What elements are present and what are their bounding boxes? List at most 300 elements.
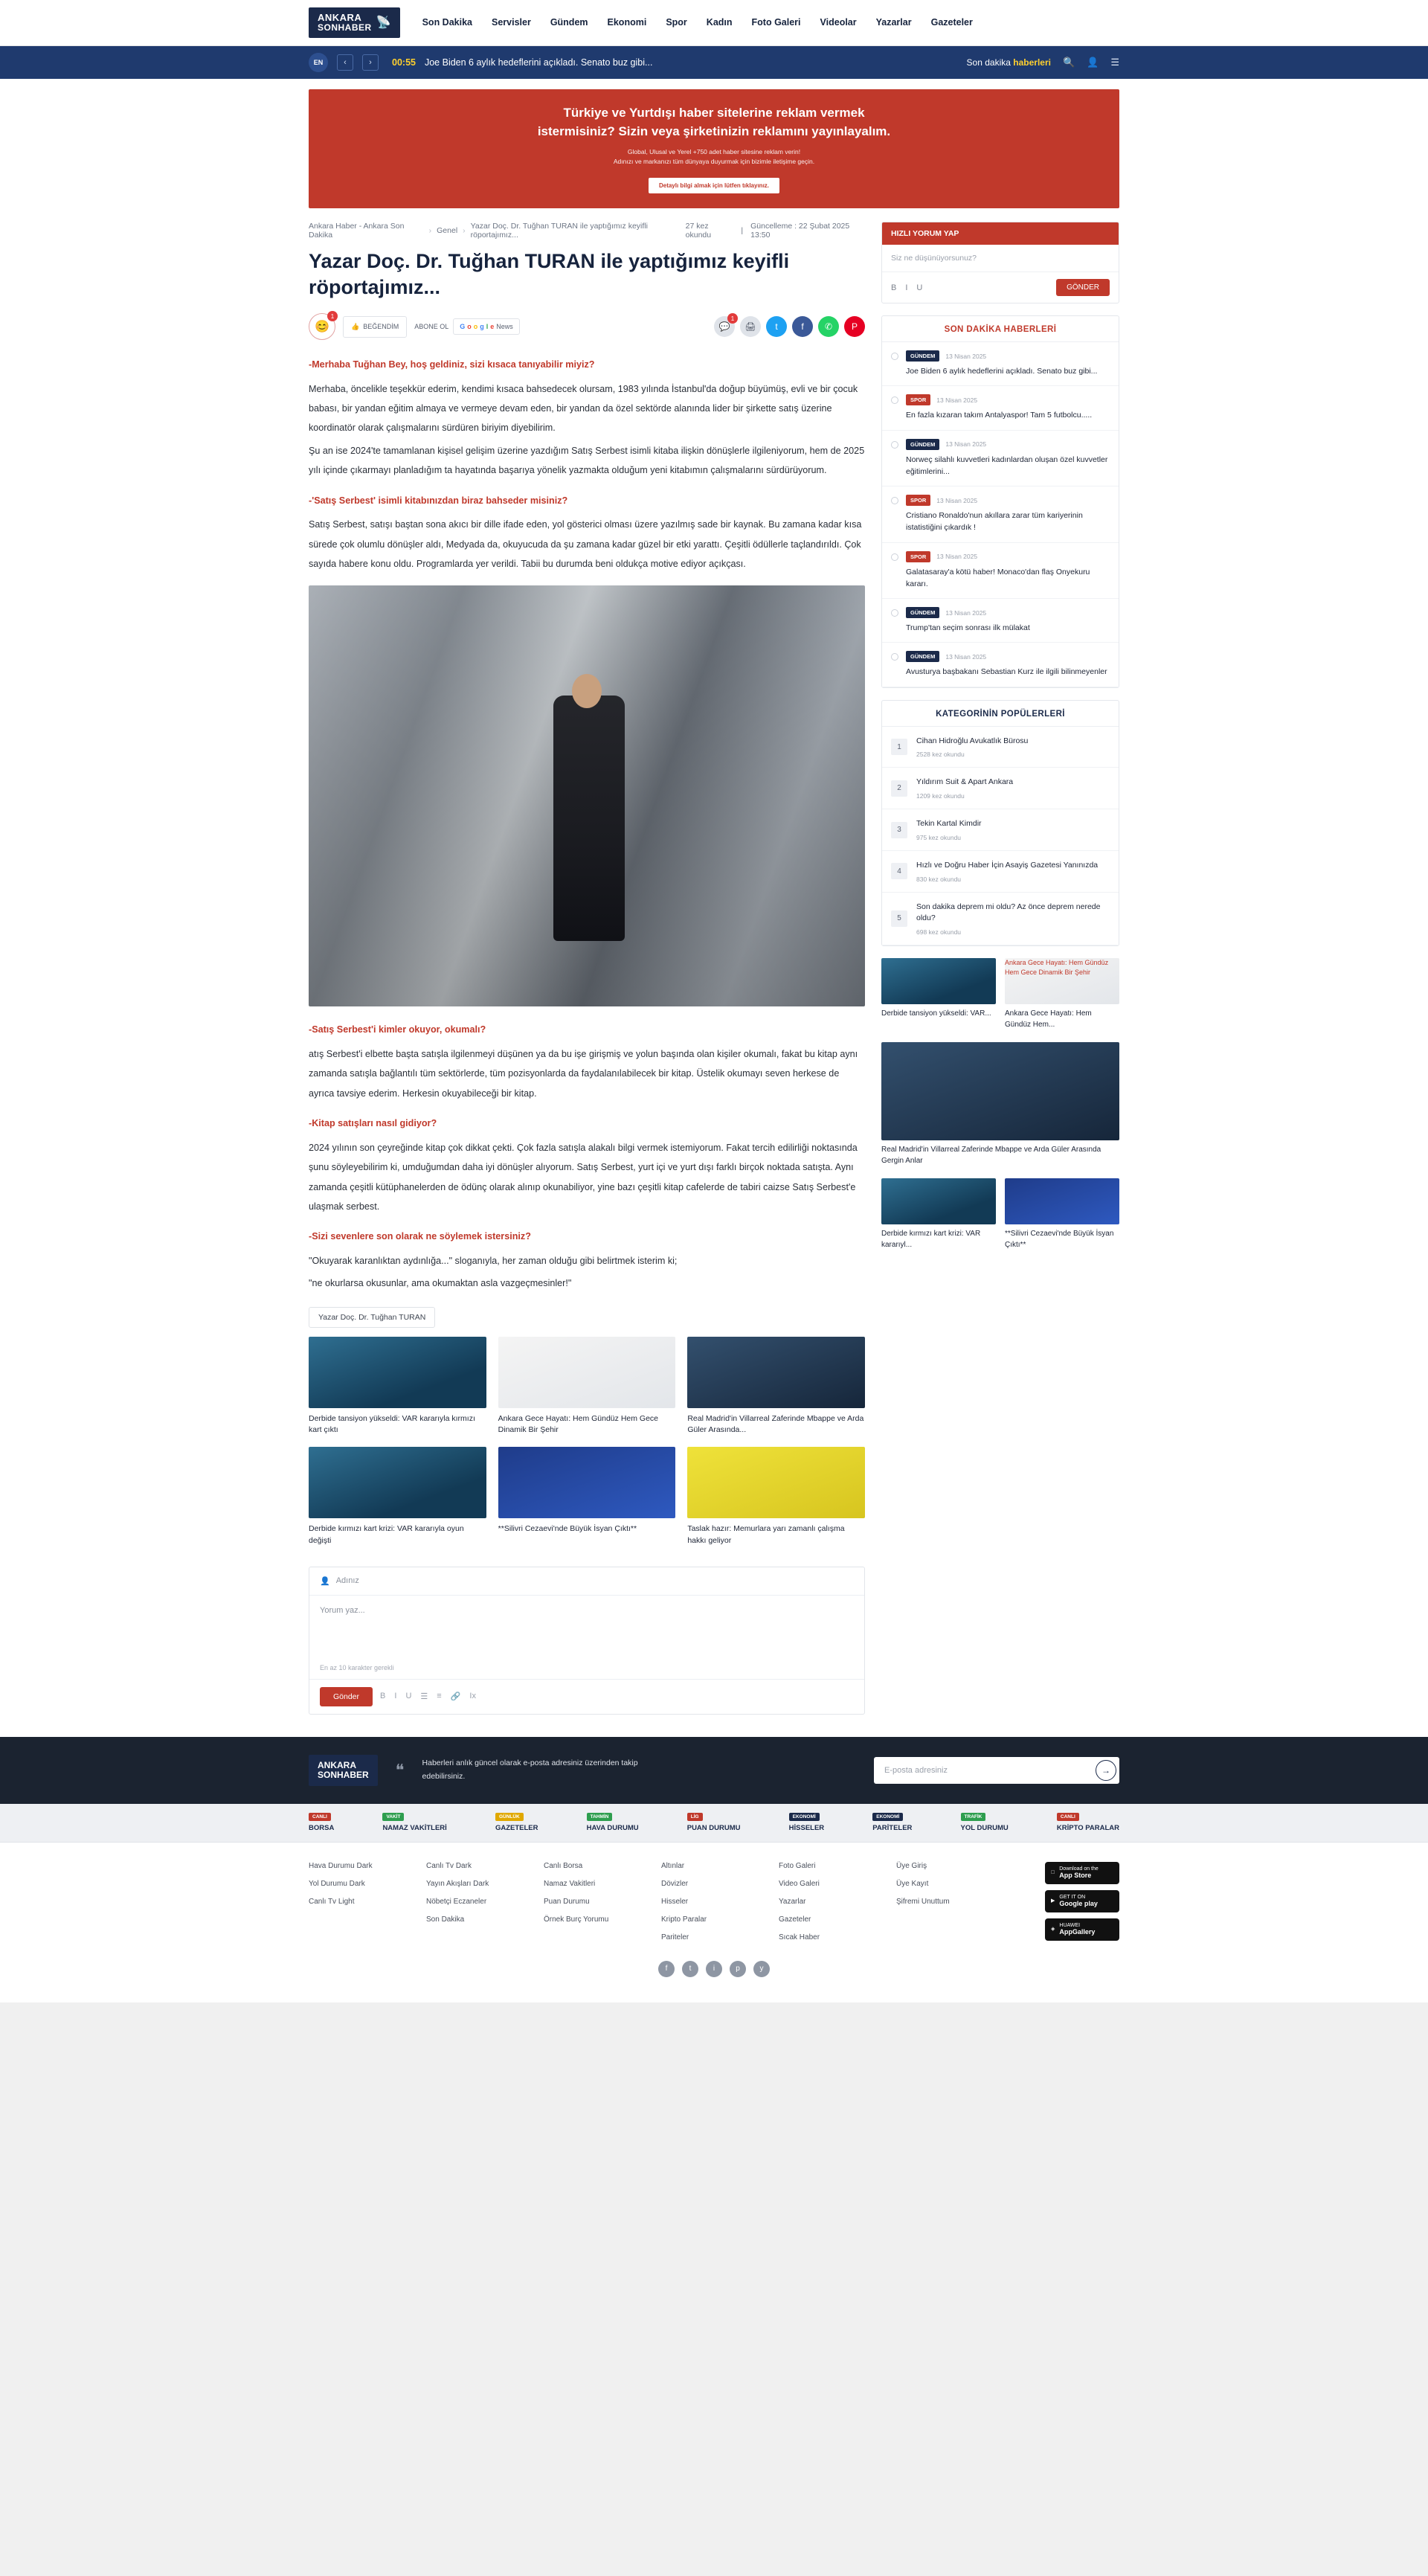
popular-box: [881, 700, 1119, 947]
card-thumbnail: [881, 958, 996, 1004]
related-thumbnail: [309, 1337, 486, 1408]
ticker-chip: GÜNLÜK: [495, 1813, 524, 1821]
breadcrumb-row: [309, 222, 865, 240]
subscribe-label: ABONE OL: [414, 323, 449, 331]
article-question-5: -Sizi sevenlere son olarak ne söylemek istersiniz?: [309, 1231, 531, 1242]
pinterest-icon[interactable]: p: [730, 1961, 746, 1977]
sidebar-card[interactable]: [1005, 1178, 1119, 1250]
list-item[interactable]: [882, 543, 1119, 600]
article-paragraph-3: Satış Serbest, satışı baştan sona akıcı bir dille ifade eden, yol gösterici olması üzere yazılmış sade bir kaynak. Bu zamana kadar kısa sürede çok olumlu dönüşler aldı, Medyada da, okuyucuda da şu zamana kadar güzel bir etki yarattı. Çeşitli ödüllerle taçlandırıldı. Çok sayıda habere konu oldu. Programlarda yer verildi. Tabii bu durumda beni oldukça motive ediyor açıkçası.: [309, 519, 862, 570]
youtube-icon[interactable]: y: [753, 1961, 770, 1977]
google-news-button[interactable]: [453, 318, 520, 335]
item-date: 13 Nisan 2025: [936, 496, 978, 504]
store-small-label: Download on the: [1055, 1866, 1095, 1872]
twitter-icon[interactable]: t: [682, 1961, 698, 1977]
list-item[interactable]: [882, 768, 1119, 809]
article-tag[interactable]: Yazar Doç. Dr. Tuğhan TURAN: [309, 1307, 435, 1328]
category-chip: GÜNDEM: [906, 607, 939, 618]
article-meta: [686, 222, 865, 240]
breaking-right-label[interactable]: [967, 57, 1051, 68]
breadcrumb: [309, 222, 686, 240]
instagram-icon[interactable]: i: [706, 1961, 722, 1977]
footer-link[interactable]: Üye Kayıt: [896, 1879, 929, 1888]
link-icon[interactable]: 🔗: [450, 1692, 461, 1702]
sidebar-card-grid-2: [881, 1178, 1119, 1250]
article-body: [309, 355, 865, 1294]
ticker-label: KRİPTO PARALAR: [1056, 1824, 1119, 1833]
ticker-chip: TRAFİK: [961, 1813, 986, 1821]
related-thumbnail: [309, 1447, 486, 1518]
article-paragraph-5: 2024 yılının son çeyreğinde kitap çok dikkat çekti. Çok fazla satışla alakalı bilgi vermek istemiyorum. Fakat tercih edilirliği noktasında şunu söyleyebilirim ki, umduğumdan daha iyi dönüşler alıyorum. Satış Serbest, yurt içi ve yurt dışı farklı birçok noktada satışta. Aynı zamanda çeşitli kütüphanelerden de ödünç olarak alınıp okunabiliyor, yine bazı çeşitli kitap cafelerde de tabiri caizse Satış Serbest'e ulaşmak serbest.: [309, 1142, 858, 1212]
nav-item-spor[interactable]: Spor: [666, 17, 687, 28]
gnews-letter-l: l: [486, 323, 489, 331]
category-chip: SPOR: [906, 495, 930, 506]
category-chip: GÜNDEM: [906, 350, 939, 362]
breaking-headline[interactable]: Joe Biden 6 aylık hedeflerini açıkladı. Senato buz gibi...: [424, 57, 653, 68]
article-question-2: -'Satış Serbest' isimli kitabınızdan biraz bahseder misiniz?: [309, 495, 568, 506]
quick-comment-title: HIZLI YORUM YAP: [882, 222, 1119, 245]
underline-icon[interactable]: U: [916, 283, 923, 292]
footer-link[interactable]: Altınlar: [661, 1861, 685, 1870]
list-item[interactable]: [882, 851, 1119, 893]
list-item[interactable]: [882, 809, 1119, 851]
item-date: 13 Nisan 2025: [945, 352, 987, 360]
quick-comment-input[interactable]: Siz ne düşünüyorsunuz?: [882, 245, 1119, 272]
comment-icon[interactable]: 💬 1: [714, 316, 735, 337]
comment-text-input[interactable]: Yorum yaz...: [320, 1605, 365, 1615]
numbered-list-icon[interactable]: ≡: [437, 1692, 442, 1701]
facebook-icon[interactable]: f: [792, 316, 813, 337]
quick-comment-tools: [891, 283, 922, 292]
thumbs-up-icon: 👍: [351, 322, 360, 330]
play-icon: ▶: [1051, 1898, 1055, 1904]
bullet-icon: [891, 609, 898, 617]
google-play-button[interactable]: [1045, 1890, 1119, 1912]
item-title: Galatasaray'a kötü haber! Monaco'dan flaş Onyekuru kararı.: [906, 567, 1090, 588]
footer-link[interactable]: Canlı Tv Light: [309, 1897, 355, 1906]
pinterest-icon[interactable]: P: [844, 316, 865, 337]
item-date: 13 Nisan 2025: [936, 396, 978, 404]
related-card[interactable]: [687, 1447, 865, 1547]
item-title: Cristiano Ronaldo'nun akıllara zarar tüm kariyerinin istatistiğini çıkardık !: [906, 511, 1083, 533]
list-item[interactable]: [882, 727, 1119, 768]
item-date: 13 Nisan 2025: [945, 608, 987, 617]
newsletter-text: Haberleri anlık güncel olarak e-posta adresiniz üzerinden takip edebilirsiniz.: [422, 1758, 638, 1781]
quote-icon: ❝: [395, 1760, 405, 1779]
next-arrow-icon[interactable]: ›: [362, 54, 379, 71]
tower-icon: 📡: [376, 16, 391, 30]
italic-icon[interactable]: I: [905, 283, 908, 292]
item-read-count: 2528 kez okundu: [916, 751, 965, 759]
nav-item-gundem[interactable]: Gündem: [550, 17, 588, 28]
list-item[interactable]: [882, 431, 1119, 487]
category-chip: SPOR: [906, 394, 930, 405]
related-thumbnail: [498, 1337, 676, 1408]
card-thumbnail: [1005, 1178, 1119, 1224]
footer-link[interactable]: Foto Galeri: [779, 1861, 816, 1870]
related-caption: Ankara Gece Hayatı: Hem Gündüz Hem Gece Dinamik Bir Şehir: [498, 1413, 658, 1435]
breaking-news-title: SON DAKİKA HABERLERİ: [882, 316, 1119, 342]
ticker-label: YOL DURUMU: [960, 1824, 1009, 1833]
ticker-chip: EKONOMİ: [872, 1813, 903, 1821]
bullet-icon: [891, 441, 898, 449]
item-date: 13 Nisan 2025: [945, 652, 987, 661]
footer-link[interactable]: Üye Giriş: [896, 1861, 927, 1870]
card-thumbnail: [1005, 958, 1119, 1004]
bullet-icon: [891, 396, 898, 404]
item-read-count: 830 kez okundu: [916, 875, 962, 883]
related-card[interactable]: [309, 1447, 486, 1547]
quick-comment-box: [881, 222, 1119, 303]
bold-icon[interactable]: B: [891, 283, 897, 292]
like-label: BEĞENDİM: [363, 323, 399, 331]
comment-form: [309, 1567, 865, 1715]
footer-column-1: [309, 1862, 396, 1941]
ticker-item-pariteler[interactable]: [872, 1813, 912, 1833]
sidebar-card-grid-1: [881, 958, 1119, 1030]
item-title: Tekin Kartal Kimdir: [916, 819, 982, 829]
rank-badge: 3: [891, 822, 907, 838]
twitter-icon[interactable]: t: [766, 316, 787, 337]
list-item[interactable]: [882, 643, 1119, 687]
ticker-chip: EKONOMİ: [789, 1813, 820, 1821]
item-title: Avusturya başbakanı Sebastian Kurz ile ilgili bilinmeyenler: [906, 667, 1107, 677]
bullet-list-icon[interactable]: ☰: [420, 1692, 428, 1702]
list-item[interactable]: [882, 486, 1119, 543]
updated-date: Güncelleme : 22 Şubat 2025 13:50: [750, 222, 850, 240]
rank-badge: 5: [891, 910, 907, 927]
ticker-item-gazeteler[interactable]: [495, 1813, 538, 1833]
service-ticker: [0, 1804, 1428, 1843]
newsletter-form: [874, 1757, 1119, 1784]
facebook-icon[interactable]: f: [658, 1961, 675, 1977]
article-paragraph-7: "ne okurlarsa okusunlar, ama okumaktan asla vazgeçmesinler!": [309, 1278, 572, 1289]
hero-figure-body: [553, 696, 625, 941]
breadcrumb-separator-icon: ›: [428, 226, 432, 235]
ticker-label: PARİTELER: [872, 1824, 913, 1833]
search-icon[interactable]: 🔍: [1062, 57, 1075, 68]
nav-item-videolar[interactable]: Videolar: [820, 17, 857, 28]
comment-name-input[interactable]: Adınız: [335, 1576, 359, 1586]
ticker-chip: TAHMİN: [587, 1813, 613, 1821]
card-caption: Derbide kırmızı kart krizi: VAR kararıyl...: [881, 1230, 981, 1249]
ticker-item-borsa[interactable]: [309, 1813, 334, 1833]
article-paragraph-6: "Okuyarak karanlıktan aydınlığa..." sloganıyla, her zaman olduğu gibi belirtmek isterim ki;: [309, 1255, 678, 1266]
article-paragraph-1: Merhaba, öncelikle teşekkür ederim, kendimi kısaca bahsedecek olursam, 1983 yılında İstanbul'da doğup büyümüş, evli ve bir çocuk babası, bir yandan eğitim almaya ve vermeye devam eden, bir yandan da özel sektörde alanında lider bir şirkette satış üzerine koordinatör olarak çalışmalarını sürdüren biriyim diyebilirim.: [309, 383, 858, 434]
card-caption: Real Madrid'in Villarreal Zaferinde Mbappe ve Arda Güler Arasında Gergin Anlar: [881, 1146, 1101, 1165]
nav-item-kadin[interactable]: Kadın: [706, 17, 733, 28]
subscribe-block[interactable]: [414, 318, 520, 335]
gnews-letter-o2: o: [473, 323, 478, 331]
comment-min-chars-note: En az 10 karakter gerekli: [320, 1663, 394, 1671]
site-logo[interactable]: [309, 7, 400, 37]
quick-comment-footer: [882, 272, 1119, 303]
article-hero-image: [309, 585, 865, 1006]
related-thumbnail: [687, 1447, 865, 1518]
card-caption: **Silivri Cezaevi'nde Büyük İsyan Çıktı**: [1005, 1230, 1114, 1249]
item-title: Cihan Hidroğlu Avukatlık Bürosu: [916, 736, 1029, 745]
related-card[interactable]: [498, 1337, 676, 1437]
ad-banner-wrapper: [309, 89, 1119, 208]
footer-column-3: [544, 1862, 631, 1941]
related-thumbnail: [498, 1447, 676, 1518]
nav-item-foto-galeri[interactable]: Foto Galeri: [751, 17, 801, 28]
apple-icon: [1051, 1870, 1055, 1876]
footer-link[interactable]: Yazarlar: [779, 1897, 806, 1906]
sidebar-card[interactable]: [881, 1178, 996, 1250]
item-read-count: 975 kez okundu: [916, 833, 962, 841]
breaking-time: 00:55: [392, 57, 416, 68]
card-thumbnail: [881, 1178, 996, 1224]
ad-cta-button[interactable]: Detaylı bilgi almak için lütfen tıklayınız.: [649, 178, 779, 193]
tag-row: [309, 1307, 865, 1328]
sidebar-card-wide[interactable]: [881, 1042, 1119, 1166]
related-news-grid: [309, 1337, 865, 1547]
clear-format-icon[interactable]: Ix: [469, 1692, 476, 1701]
card-caption: Derbide tansiyon yükseldi: VAR...: [881, 1009, 991, 1018]
rank-badge: 4: [891, 863, 907, 879]
quick-comment-send-button[interactable]: GÖNDER: [1056, 279, 1110, 296]
bullet-icon: [891, 497, 898, 504]
footer-link[interactable]: Pariteler: [661, 1933, 689, 1941]
like-button[interactable]: [343, 316, 407, 338]
footer-column-5: [779, 1862, 866, 1941]
sidebar: [881, 222, 1119, 1262]
comment-count-badge: 1: [727, 313, 738, 324]
footer-link[interactable]: Şifremi Unuttum: [896, 1897, 950, 1906]
logo-line-2: SONHABER: [318, 22, 372, 33]
ticker-chip: LİG: [687, 1813, 703, 1821]
breaking-right-bold: haberleri: [1013, 57, 1051, 68]
related-caption: Real Madrid'in Villarreal Zaferinde Mbappe ve Arda Güler Arasında...: [687, 1413, 864, 1435]
related-card[interactable]: [687, 1337, 865, 1437]
ad-small-1: Global, Ulusal ve Yerel +750 adet haber sitesine reklam verin!: [627, 147, 801, 155]
user-avatar-icon: 👤: [320, 1576, 330, 1586]
footer-link[interactable]: Örnek Burç Yorumu: [544, 1915, 609, 1924]
gnews-word-news: News: [496, 323, 513, 331]
footer-link[interactable]: Kripto Paralar: [661, 1915, 707, 1924]
sidebar-card[interactable]: [1005, 958, 1119, 1030]
popular-title: KATEGORİNİN POPÜLERLERİ: [882, 701, 1119, 727]
share-buttons: [714, 316, 865, 337]
user-icon[interactable]: 👤: [1087, 57, 1099, 68]
top-navigation-bar: [0, 0, 1428, 46]
footer-link[interactable]: Gazeteler: [779, 1915, 811, 1924]
related-caption: Derbide tansiyon yükseldi: VAR kararıyla kırmızı kart çıktı: [309, 1413, 475, 1435]
menu-icon[interactable]: ☰: [1110, 57, 1119, 68]
item-read-count: 698 kez okundu: [916, 928, 962, 937]
gnews-letter-e: e: [490, 323, 495, 331]
comment-name-row[interactable]: [309, 1567, 864, 1596]
store-big-label: Google play: [1059, 1899, 1098, 1907]
item-title: Son dakika deprem mi oldu? Az önce deprem nerede oldu?: [916, 902, 1101, 923]
footer-link[interactable]: Canlı Borsa: [544, 1861, 583, 1870]
comment-form-footer: [309, 1679, 864, 1714]
bullet-icon: [891, 653, 898, 661]
footer-link[interactable]: Yol Durumu Dark: [309, 1879, 365, 1888]
page-title: Yazar Doç. Dr. Tuğhan TURAN ile yaptığımız keyifli röportajımız...: [309, 250, 790, 298]
store-big-label: App Store: [1055, 1871, 1088, 1879]
item-date: 13 Nisan 2025: [945, 440, 987, 449]
card-caption: Ankara Gece Hayatı: Hem Gündüz Hem...: [1005, 1009, 1092, 1029]
newsletter-submit-icon[interactable]: →: [1096, 1760, 1116, 1781]
breaking-news-bar: [0, 46, 1428, 79]
article-question-3: -Satış Serbest'i kimler okuyor, okumalı?: [309, 1024, 486, 1035]
card-alt-text: Ankara Gece Hayatı: Hem Gündüz Hem Gece Dinamik Bir Şehir: [1005, 959, 1109, 976]
item-title: Norweç silahlı kuvvetleri kadınlardan oluşan özel kuvvetler eğitimlerini...: [906, 455, 1108, 476]
item-title: Joe Biden 6 aylık hedeflerini açıkladı. Senato buz gibi...: [906, 367, 1098, 376]
footer-link[interactable]: Dövizler: [661, 1879, 689, 1888]
nav-item-servisler[interactable]: Servisler: [491, 17, 531, 28]
list-item[interactable]: [882, 893, 1119, 946]
ticker-chip: VAKİT: [382, 1813, 404, 1821]
nav-item-son-dakika[interactable]: Son Dakika: [422, 17, 472, 28]
list-item[interactable]: [882, 599, 1119, 643]
item-date: 13 Nisan 2025: [936, 553, 978, 561]
footer-link[interactable]: Video Galeri: [779, 1879, 820, 1888]
huawei-icon: ◈: [1051, 1927, 1055, 1933]
footer-link[interactable]: Nöbetçi Eczaneler: [426, 1897, 487, 1906]
nav-item-gazeteler[interactable]: Gazeteler: [930, 17, 973, 28]
item-title: Hızlı ve Doğru Haber İçin Asayiş Gazetesi Yanınızda: [916, 860, 1099, 870]
social-links: [0, 1941, 1428, 1995]
comment-send-button[interactable]: Gönder: [320, 1687, 373, 1706]
ad-line-2: istermisiniz? Sizin veya şirketinizin reklamını yayınlayalım.: [537, 123, 891, 138]
breadcrumb-item-home[interactable]: Ankara Haber - Ankara Son Dakika: [309, 222, 405, 240]
rank-badge: 2: [891, 780, 907, 797]
footer-column-2: [426, 1862, 514, 1941]
breaking-news-box: [881, 315, 1119, 688]
footer-column-6: [896, 1862, 984, 1941]
footer-link[interactable]: Puan Durumu: [544, 1897, 590, 1906]
footer-link[interactable]: Canlı Tv Dark: [426, 1861, 472, 1870]
italic-icon[interactable]: I: [394, 1692, 397, 1701]
gnews-letter-o1: o: [467, 323, 472, 331]
ticker-item-kripto-paralar[interactable]: [1057, 1813, 1119, 1833]
category-chip: GÜNDEM: [906, 439, 939, 450]
article-question-1: -Merhaba Tuğhan Bey, hoş geldiniz, sizi kısaca tanıyabilir miyiz?: [309, 359, 595, 370]
footer-link[interactable]: Sıcak Haber: [779, 1933, 820, 1941]
print-icon[interactable]: 🖨: [740, 316, 761, 337]
related-caption: Taslak hazır: Memurlara yarı zamanlı çalışma hakkı geliyor: [687, 1524, 845, 1545]
nav-item-yazarlar[interactable]: Yazarlar: [875, 17, 912, 28]
related-card[interactable]: [498, 1447, 676, 1547]
category-chip: GÜNDEM: [906, 651, 939, 662]
item-title: Yıldırım Suit & Apart Ankara: [916, 777, 1014, 787]
bullet-icon: [891, 353, 898, 360]
app-store-badges: [1045, 1862, 1119, 1941]
list-item[interactable]: [882, 342, 1119, 386]
ticker-label: NAMAZ VAKİTLERİ: [382, 1824, 447, 1833]
ticker-item-namaz-vakitleri[interactable]: [382, 1813, 446, 1833]
rank-badge: 1: [891, 739, 907, 755]
ticker-label: GAZETELER: [495, 1824, 538, 1833]
reaction-count-badge: 1: [327, 311, 338, 321]
logo-line-1: ANKARA: [318, 12, 362, 24]
list-item[interactable]: [882, 386, 1119, 430]
ticker-chip: CANLI: [1057, 1813, 1079, 1821]
prev-arrow-icon[interactable]: ‹: [337, 54, 353, 71]
footer-link[interactable]: Namaz Vakitleri: [544, 1879, 596, 1888]
ticker-item-hisseler[interactable]: [789, 1813, 825, 1833]
ad-line-1: Türkiye ve Yurtdışı haber sitelerine reklam vermek: [563, 106, 865, 121]
comment-editor-tools: [380, 1692, 476, 1701]
ad-small-2: Adınızı ve markanızı tüm dünyaya duyurmak için bizimle iletişime geçin.: [613, 158, 815, 166]
content-area: [309, 208, 1119, 1715]
meta-divider: |: [741, 226, 744, 235]
card-thumbnail: [881, 1042, 1119, 1140]
ticker-item-yol-durumu[interactable]: [961, 1813, 1009, 1833]
store-big-label: AppGallery: [1059, 1927, 1096, 1936]
store-small-label: HUAWEI: [1059, 1923, 1081, 1929]
breaking-right-prefix: Son dakika: [966, 57, 1014, 68]
footer-link[interactable]: Son Dakika: [426, 1915, 465, 1924]
main-column: [309, 222, 865, 1715]
article-paragraph-2: Şu an ise 2024'te tamamlanan kişisel gelişim üzerine yazdığım Satış Serbest isimli kitaba ilişkin dönüşlerle ilgileniyorum, hem de 2025 yılı içinde çıkarmayı planladığım ta hayatında başarıya yönelik yazmakta olduğum yeni kitabımın çalışmalarını sürdürüyorum.: [309, 445, 865, 476]
ticker-label: HAVA DURUMU: [586, 1824, 639, 1833]
read-count: 27 kez okundu: [685, 222, 712, 240]
hero-figure-head: [572, 674, 602, 708]
ticker-chip: CANLI: [309, 1813, 331, 1821]
nav-item-ekonomi[interactable]: Ekonomi: [607, 17, 647, 28]
ticker-item-hava-durumu[interactable]: [587, 1813, 639, 1833]
item-title: Trump'tan seçim sonrası ilk mülakat: [906, 623, 1030, 633]
category-chip: SPOR: [906, 551, 930, 562]
related-caption: Derbide kırmızı kart krizi: VAR kararıyla oyun değişti: [309, 1524, 464, 1545]
store-small-label: GET IT ON: [1059, 1895, 1086, 1901]
main-menu: [422, 17, 973, 28]
sidebar-card[interactable]: [881, 958, 996, 1030]
newsletter-bar: [0, 1737, 1428, 1804]
bullet-icon: [891, 553, 898, 561]
underline-icon[interactable]: U: [405, 1692, 412, 1701]
related-card[interactable]: [309, 1337, 486, 1437]
newsletter-email-input[interactable]: E-posta adresiniz: [884, 1765, 948, 1775]
ticker-item-puan-durumu[interactable]: [687, 1813, 741, 1833]
breadcrumb-separator-icon-2: ›: [463, 226, 466, 235]
item-read-count: 1209 kez okundu: [916, 792, 965, 800]
footer-column-4: [661, 1862, 749, 1941]
footer-link[interactable]: Hisseler: [661, 1897, 689, 1906]
footer-link[interactable]: Hava Durumu Dark: [309, 1861, 373, 1870]
newsletter-logo-line-2: SONHABER: [318, 1769, 369, 1780]
bold-icon[interactable]: B: [380, 1692, 386, 1701]
related-caption: **Silivri Cezaevi'nde Büyük İsyan Çıktı**: [498, 1524, 637, 1534]
ticker-label: PUAN DURUMU: [686, 1824, 741, 1833]
newsletter-logo-line-1: ANKARA: [318, 1759, 356, 1770]
breadcrumb-item-genel[interactable]: Genel: [437, 226, 458, 235]
related-thumbnail: [687, 1337, 865, 1408]
huawei-appgallery-button[interactable]: [1045, 1918, 1119, 1941]
footer: [0, 1843, 1428, 2002]
whatsapp-icon[interactable]: ✆: [818, 316, 839, 337]
footer-link[interactable]: Yayın Akışları Dark: [426, 1879, 489, 1888]
app-store-button[interactable]: [1045, 1862, 1119, 1884]
item-title: En fazla kızaran takım Antalyaspor! Tam 5 futbolcu.....: [906, 411, 1093, 420]
article-question-4: -Kitap satışları nasıl gidiyor?: [309, 1118, 437, 1129]
breaking-badge: EN: [309, 53, 328, 72]
ticker-label: BORSA: [309, 1824, 335, 1833]
breadcrumb-item-current: Yazar Doç. Dr. Tuğhan TURAN ile yaptığımız keyifli röportajımız...: [470, 222, 648, 240]
newsletter-logo: [309, 1755, 378, 1786]
gnews-letter-g2: g: [480, 323, 484, 331]
article-paragraph-4: atış Serbest'i elbette başta satışla ilgilenmeyi düşünen ya da bu işe girişmiş ve yolun başında olan kişiler okumalı, fakat bu kitap aynı zamanda satışla bağlantılı tüm sektörlerde, tüm pozisyonlarda da faydalanılabilecek bir kitap. Üstelik okumayı seven herkese de ayrıca tavsiye ederim. Herkesin okuyabileceği bir kitap.: [309, 1048, 858, 1099]
article-action-row: [309, 313, 865, 340]
advertisement-banner[interactable]: [309, 89, 1119, 208]
reaction-button[interactable]: 😊 1: [309, 313, 335, 340]
ticker-label: HİSSELER: [788, 1824, 825, 1833]
gnews-letter-g: G: [460, 323, 466, 331]
